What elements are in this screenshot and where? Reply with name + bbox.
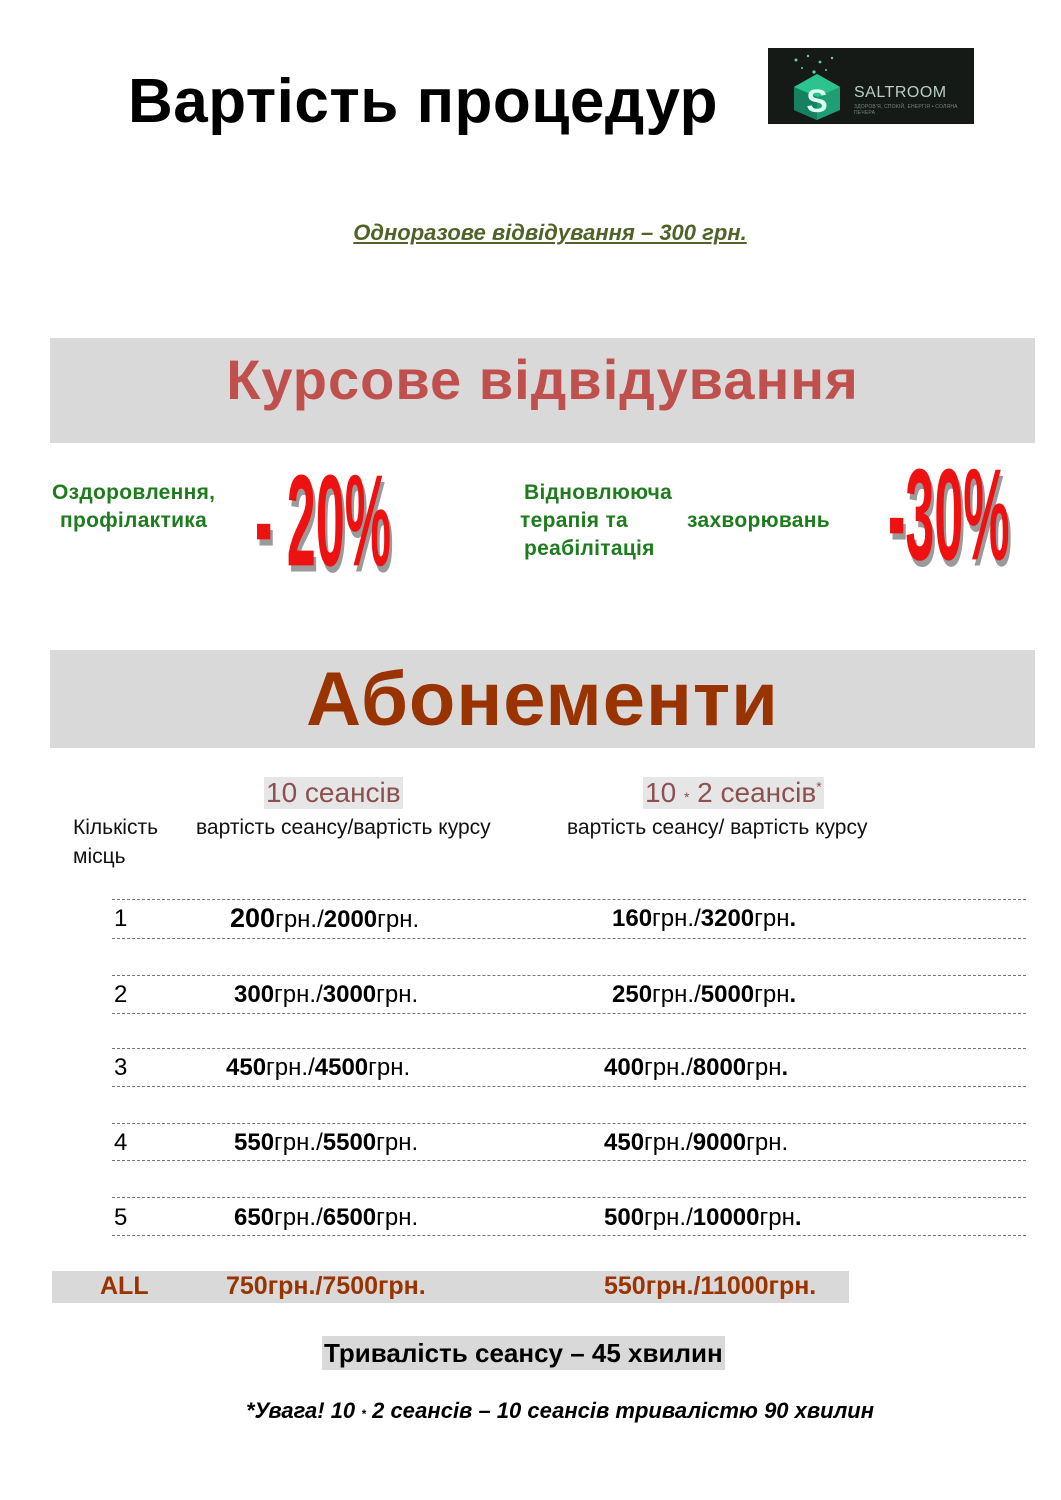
footnote: *Увага! 10 * 2 сеансів – 10 сеансів тривалістю 90 хвилин bbox=[245, 1398, 875, 1423]
row-2-col2: 250грн./5000грн. bbox=[612, 981, 797, 1008]
saltroom-logo bbox=[768, 48, 974, 124]
subscriptions-banner bbox=[50, 650, 1035, 748]
row-3-col1: 450грн./4500грн. bbox=[226, 1054, 411, 1081]
course-banner bbox=[50, 338, 1035, 443]
col2-subheader: вартість сеансу/ вартість курсу bbox=[567, 816, 868, 839]
discount-30-percent: -30% bbox=[888, 441, 1010, 588]
single-visit-price: Одноразове відвідування – 300 грн. bbox=[353, 220, 747, 245]
row-5-qty: 5 bbox=[114, 1204, 128, 1231]
row-4-col1: 550грн./5500грн. bbox=[234, 1129, 419, 1156]
row-4-col2: 450грн./9000грн. bbox=[604, 1129, 789, 1156]
course-right-label-2: терапія та bbox=[520, 509, 629, 532]
row-5-col2: 500грн./10000грн. bbox=[604, 1204, 802, 1231]
col1-subheader: вартість сеансу/вартість курсу bbox=[196, 816, 491, 839]
row-4-qty: 4 bbox=[114, 1129, 128, 1156]
row-3-col2: 400грн./8000грн. bbox=[604, 1054, 789, 1081]
page-title: Вартість процедур bbox=[128, 67, 719, 136]
course-left-label-2: профілактика bbox=[60, 509, 208, 532]
col2-header: 10 * 2 сеансів* bbox=[645, 777, 822, 808]
subscriptions-title: Абонементи bbox=[306, 657, 779, 742]
row-1-qty: 1 bbox=[114, 905, 128, 932]
col1-header: 10 сеансів bbox=[266, 777, 401, 808]
course-right-label-2b: захворювань bbox=[687, 509, 830, 532]
row-3-qty: 3 bbox=[114, 1054, 128, 1081]
row-1-col2: 160грн./3200грн. bbox=[612, 905, 797, 932]
logo-s-icon bbox=[786, 52, 848, 120]
course-left-label-1: Оздоровлення, bbox=[52, 481, 216, 504]
all-row-col2: 550грн./11000грн. bbox=[604, 1272, 817, 1300]
qty-label-1: Кількість bbox=[73, 816, 159, 839]
qty-label-2: місць bbox=[73, 845, 126, 868]
course-title: Курсове відвідування bbox=[226, 348, 859, 411]
course-right-label-1: Відновлююча bbox=[524, 481, 673, 504]
discount-20-percent: - 20% bbox=[255, 447, 392, 594]
all-row-qty: ALL bbox=[100, 1272, 149, 1300]
row-2-qty: 2 bbox=[114, 981, 128, 1008]
course-right-label-3: реабілітація bbox=[524, 537, 655, 560]
row-5-col1: 650грн./6500грн. bbox=[234, 1204, 419, 1231]
row-2-col1: 300грн./3000грн. bbox=[234, 981, 419, 1008]
session-duration: Тривалість сеансу – 45 хвилин bbox=[324, 1338, 723, 1368]
logo-name: SALTROOM bbox=[854, 84, 947, 101]
all-row-col1: 750грн./7500грн. bbox=[226, 1272, 426, 1300]
svg-text:S: S bbox=[806, 83, 828, 119]
logo-tagline: ЗДОРОВ'Я, СПОКІЙ, ЕНЕРГІЯ • СОЛЯНА ПЕЧЕРА bbox=[854, 104, 958, 116]
row-1-col1: 200грн./2000грн. bbox=[230, 903, 420, 933]
